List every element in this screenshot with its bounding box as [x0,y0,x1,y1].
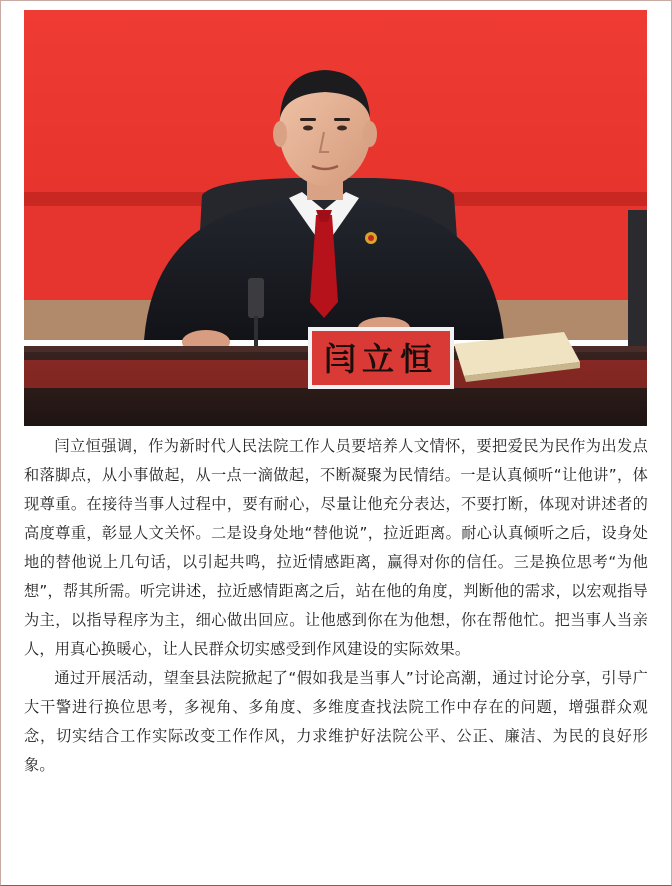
paragraph: 闫立恒强调，作为新时代人民法院工作人员要培养人文情怀，要把爱民为民作为出发点和落脚点，从小事做起，从一点一滴做起，不断凝聚为民情结。一是认真倾听“让他讲”，体现尊重。在接待当事人过程中，要有耐心，尽量让他充分表达，不要打断，体现对讲述者的高度尊重，彰显人文关怀。二是设身处地“替他说”，拉近距离。耐心认真倾听之后，设身处地的替他说上几句话，以引起共鸣，拉近情感距离，赢得对你的信任。三是换位思考“为他想”，帮其所需。听完讲述，拉近感情距离之后，站在他的角度，判断他的需求，以宏观指导为主，以指导程序为主，细心做出回应。让他感到你在为他想，你在帮他忙。把当事人当亲人，用真心换暖心，让人民群众切实感受到作风建设的实际效果。 [24,437,648,658]
microphone [248,278,264,318]
nameplate-text: 闫立恒 [323,340,439,378]
portrait-photo [24,10,647,426]
side-post [628,210,647,346]
paragraph: 通过开展活动，望奎县法院掀起了“假如我是当事人”讨论高潮，通过讨论分享，引导广大干警进行换位思考，多视角、多角度、多维度查找法院工作中存在的问题，增强群众观念，切实结合工作实际改变工作作风，力求维护好法院公平、公正、廉洁、为民的良好形象。 [24,669,648,774]
article-body [24,432,648,780]
